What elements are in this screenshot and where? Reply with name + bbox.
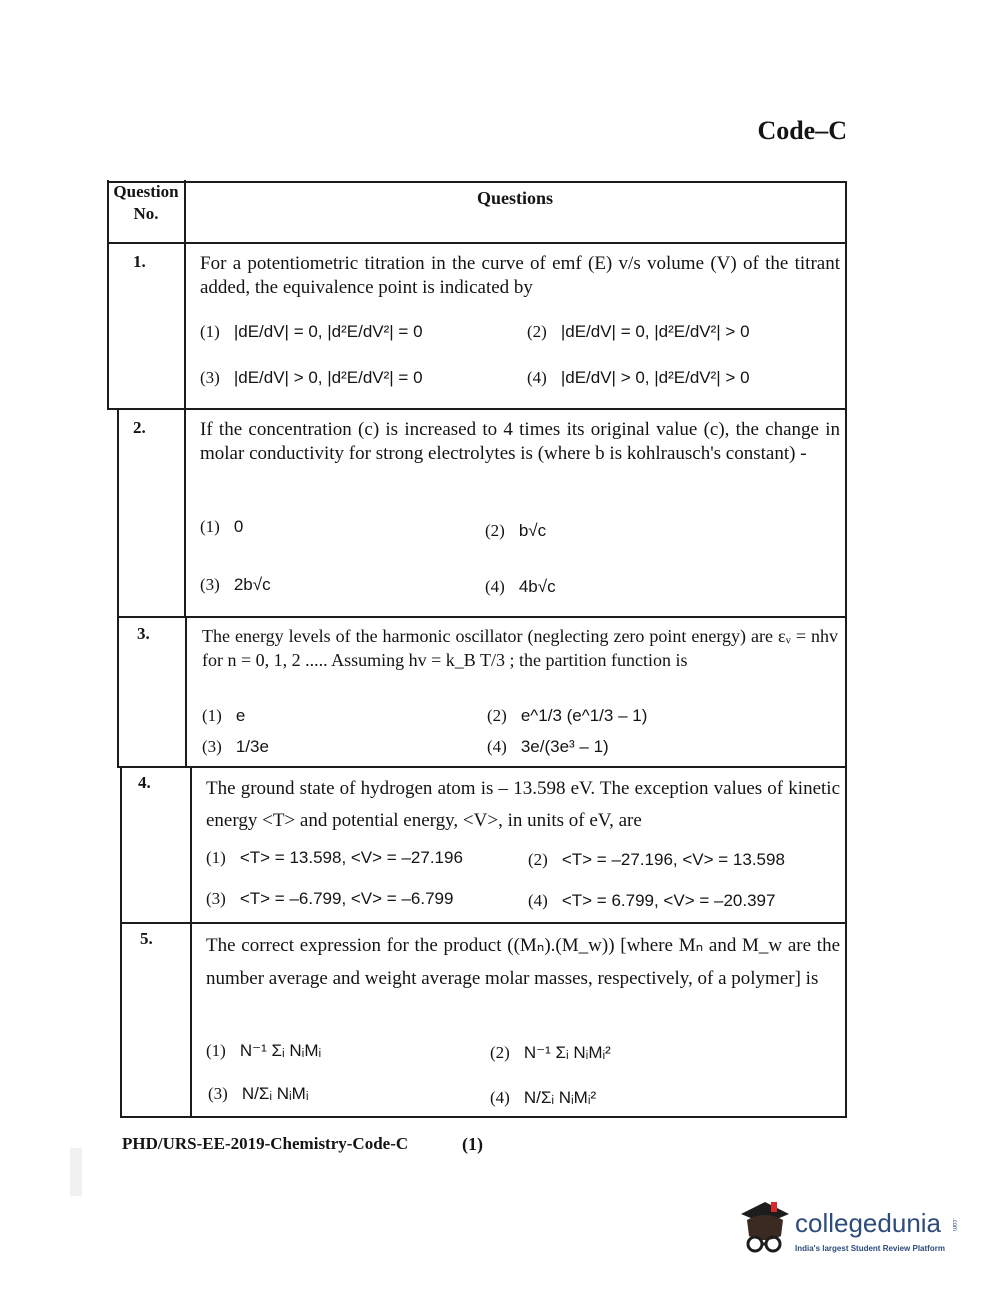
paper-code: Code–C: [757, 116, 847, 145]
question-number-5: 5.: [140, 929, 153, 948]
q3-option-3: (3) 1/3e: [202, 737, 269, 756]
q5-option-4: (4) N/Σᵢ NᵢMᵢ²: [490, 1088, 597, 1107]
scan-smudge: [70, 1148, 82, 1196]
question-text-5: The correct expression for the product ((Mₙ).(M_w)) [where Mₙ and M_w are the number average and weight average molar masses, respectively, of a polymer] is: [206, 935, 840, 989]
q1-option-1: (1) |dE/dV| = 0, |d²E/dV²| = 0: [200, 322, 423, 341]
q1-option-2: (2) |dE/dV| = 0, |d²E/dV²| > 0: [527, 322, 750, 341]
q2-option-1: (1) 0: [200, 517, 244, 536]
mascot-icon: [735, 1196, 793, 1258]
footer-paper-id: PHD/URS-EE-2019-Chemistry-Code-C: [122, 1134, 409, 1153]
q5-option-3: (3) N/Σᵢ NᵢMᵢ: [208, 1084, 309, 1103]
q2-option-2: (2) b√c: [485, 521, 547, 540]
question-number-3: 3.: [137, 624, 150, 643]
q5-option-1: (1) N⁻¹ Σᵢ NᵢMᵢ: [206, 1041, 322, 1060]
question-number-2: 2.: [133, 418, 146, 437]
page-number: (1): [462, 1134, 483, 1154]
q3-option-4: (4) 3e/(3e³ – 1): [487, 737, 609, 756]
question-text-2: If the concentration (c) is increased to 4 times its original value (c), the change in molar conductivity for strong electrolytes is (where b is kohlrausch's constant) -: [200, 419, 840, 464]
q3-option-2: (2) e^1/3 (e^1/3 – 1): [487, 706, 648, 725]
question-number-4: 4.: [138, 773, 151, 792]
question-text-4: The ground state of hydrogen atom is – 13.598 eV. The exception values of kinetic energy <T> and potential energy, <V>, in units of eV, are: [206, 778, 840, 831]
q4-option-3: (3) <T> = –6.799, <V> = –6.799: [206, 889, 454, 908]
q3-option-1: (1) e: [202, 706, 246, 725]
logo-wordmark: collegedunia: [795, 1208, 942, 1238]
q5-option-2: (2) N⁻¹ Σᵢ NᵢMᵢ²: [490, 1043, 611, 1062]
logo-tagline: India's largest Student Review Platform: [795, 1244, 945, 1253]
q4-option-4: (4) <T> = 6.799, <V> = –20.397: [528, 891, 776, 910]
column-header-questions: Questions: [476, 188, 554, 208]
question-text-3: The energy levels of the harmonic oscillator (neglecting zero point energy) are εᵥ = nhv for n = 0, 1, 2 ..... Assuming hv = k_B T/3 ; the partition function is: [202, 626, 838, 670]
column-header-number: Question No.: [113, 182, 179, 223]
q1-option-3: (3) |dE/dV| > 0, |d²E/dV²| = 0: [200, 368, 423, 387]
collegedunia-logo: [735, 1196, 965, 1266]
q4-option-1: (1) <T> = 13.598, <V> = –27.196: [206, 848, 463, 867]
q1-option-4: (4) |dE/dV| > 0, |d²E/dV²| > 0: [527, 368, 750, 387]
question-text-1: For a potentiometric titration in the curve of emf (E) v/s volume (V) of the titrant added, the equivalence point is indicated by: [200, 253, 840, 298]
question-number-1: 1.: [133, 252, 146, 271]
logo-domain-suffix: .com: [951, 1218, 957, 1232]
q4-option-2: (2) <T> = –27.196, <V> = 13.598: [528, 850, 785, 869]
q2-option-4: (4) 4b√c: [485, 577, 556, 596]
q2-option-3: (3) 2b√c: [200, 575, 271, 594]
